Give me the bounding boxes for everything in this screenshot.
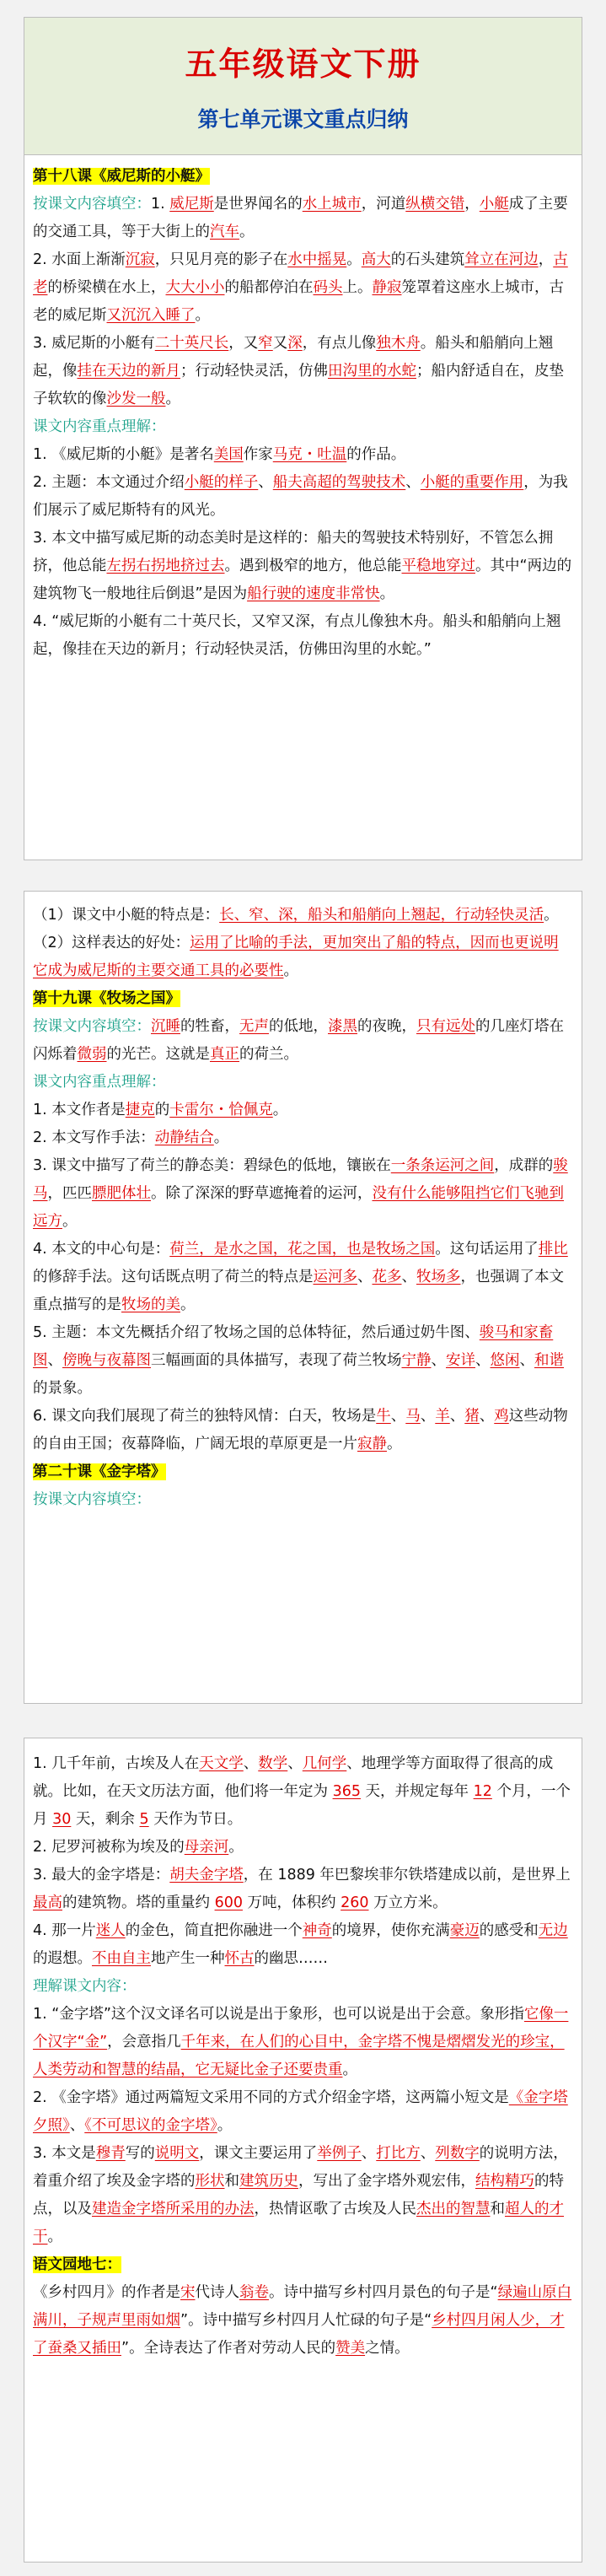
answer-text: 600 (214, 1894, 243, 1911)
answer-text: 左拐右拐地挤过去 (106, 558, 225, 574)
text-run: 。 (195, 307, 210, 324)
text-run: 、 (431, 1352, 446, 1369)
text-run: 三幅画面的具体描写，表现了荷兰牧场 (151, 1352, 402, 1369)
paragraph (33, 2140, 573, 2251)
answer-text: 田沟里的水蛇 (328, 363, 416, 380)
answer-text: 30 (52, 1811, 72, 1828)
card-1-content (33, 163, 573, 664)
text-run: ，课文主要运用了 (199, 2145, 318, 2162)
text-run: 。诗中描写乡村四月景色的句子是“ (269, 2284, 498, 2301)
answer-text: 结构精巧 (475, 2173, 534, 2190)
section-heading: 第十八课《威尼斯的小艇》 (33, 168, 210, 185)
answer-text: 漆黑 (328, 1018, 357, 1035)
paragraph (33, 1486, 573, 1514)
text-run: ，也强调了本文重点描写的是 (33, 1269, 564, 1313)
answer-text: 大大小小 (165, 279, 225, 296)
answer-text: 无声 (239, 1018, 269, 1035)
answer-text: 码头 (313, 279, 343, 296)
answer-text: 羊 (435, 1408, 450, 1425)
answer-text: 形状 (195, 2173, 225, 2190)
answer-text: 5 (139, 1811, 149, 1828)
text-run: 、 (449, 1408, 465, 1425)
text-run: 和 (224, 2173, 239, 2190)
text-run: 地产生一种 (151, 1950, 225, 1967)
text-run: 1. 本文作者是 (33, 1102, 126, 1118)
text-run: 。 (544, 907, 559, 924)
text-run: ，会意指几 (107, 2034, 181, 2051)
text-run: 2. 水面上渐渐 (33, 251, 126, 268)
text-run: 3. 课文中描写了荷兰的静态美：碧绿色的低地，镶嵌在 (33, 1157, 391, 1174)
answer-text: 运用了比喻的手法，更加突出了船的特点，因而也更说明它成为威尼斯的主要交通工具的必要性 (33, 935, 559, 979)
answer-text: 猪 (464, 1408, 480, 1425)
answer-text: 说明文 (154, 2145, 200, 2162)
title-banner (24, 18, 582, 155)
text-run: 的低地， (269, 1018, 328, 1035)
text-run: 。遇到极窄的地方，他总能 (224, 558, 402, 574)
answer-text: 没有什么能够阻挡它们飞驰到远方 (33, 1185, 564, 1230)
answer-text: 胡夫金字塔 (169, 1867, 244, 1883)
answer-text: 举例子 (317, 2145, 362, 2162)
text-run: 的境界，使你充满 (331, 1922, 450, 1939)
text-run: 。 (165, 391, 180, 407)
paragraph (33, 246, 573, 330)
text-run: ，在 1889 年巴黎埃菲尔铁塔建成以前，是世界上 (243, 1867, 571, 1883)
answer-text: 捷克 (125, 1102, 155, 1118)
answer-text: 悠闲 (490, 1352, 520, 1369)
answer-text: 荷兰，是水之国，花之国，也是牧场之国 (169, 1241, 436, 1258)
answer-text: 牧场多 (416, 1269, 461, 1285)
answer-text: 穆青 (95, 2145, 126, 2162)
text-run: 、 (519, 1352, 534, 1369)
text-run: 、 (401, 1269, 416, 1285)
text-run: ；船内舒适自在，皮垫子软软的像 (33, 363, 564, 407)
subsection-label: 按课文内容填空： (33, 1018, 151, 1035)
text-run: 2. 尼罗河被称为埃及的 (33, 1839, 185, 1856)
answer-text: 无边 (538, 1922, 568, 1939)
text-run: 4. 本文的中心句是： (33, 1241, 170, 1258)
section-heading: 第十九课《牧场之国》 (33, 990, 180, 1007)
text-run: 、 (361, 2145, 377, 2162)
answer-text: 排比 (538, 1241, 568, 1258)
answer-text: 窄 (258, 335, 273, 352)
text-run: 1. “金字塔”这个汉文译名可以说是出于象形，也可以说是出于会意。象形指 (33, 2006, 524, 2023)
answer-text: 长、窄、深，船头和船艄向上翘起，行动轻快灵活 (219, 907, 544, 924)
text-run: ，成群的 (494, 1157, 554, 1174)
text-run: 、 (390, 1408, 406, 1425)
text-run: 是世界闻名的 (213, 196, 303, 213)
text-run: 的景象。 (33, 1380, 92, 1397)
paragraph (33, 2251, 573, 2279)
text-run: 。 (283, 962, 298, 979)
text-run: 天，并规定每年 (360, 1783, 474, 1800)
answer-text: 挂在天边的新月 (77, 363, 180, 380)
answer-text: 数学 (258, 1755, 288, 1772)
answer-text: 船行驶的速度非常快 (247, 585, 380, 602)
text-run: 的建筑物。塔的重量约 (62, 1894, 215, 1911)
text-run: 作家 (243, 446, 273, 463)
answer-text: 膘肥体壮 (92, 1185, 151, 1202)
answer-text: 纵横交错 (405, 196, 465, 213)
answer-text: 高大 (361, 251, 391, 268)
answer-text: 水上城市 (302, 196, 362, 213)
paragraph (33, 930, 573, 985)
paragraph (33, 1097, 573, 1124)
summary-card-1 (24, 17, 582, 860)
answer-text: 赞美 (335, 2340, 366, 2357)
paragraph (33, 413, 573, 441)
paragraph (33, 2084, 573, 2140)
paragraph (33, 1152, 573, 1236)
answer-text: 几何学 (302, 1755, 347, 1772)
subsection-label: 按课文内容填空： (33, 196, 151, 213)
paragraph (33, 985, 573, 1013)
answer-text: 骏马 (33, 1157, 568, 1202)
answer-text: 神奇 (302, 1922, 332, 1939)
paragraph (33, 902, 573, 930)
text-run: 、 (287, 1755, 303, 1772)
answer-text: 平稳地穿过 (401, 558, 475, 574)
text-run: 6. 课文向我们展现了荷兰的独特风情：白天，牧场是 (33, 1408, 377, 1425)
answer-text: 最高 (33, 1894, 62, 1911)
text-run: 万吨，体积约 (242, 1894, 341, 1911)
text-run: 2. 本文写作手法： (33, 1129, 155, 1146)
answer-text: 迷人 (95, 1922, 126, 1939)
text-run: 的 (154, 1102, 170, 1118)
answer-text: 宁静 (401, 1352, 432, 1369)
section-heading: 语文园地七： (33, 2256, 121, 2273)
answer-text: 乡村四月闲人少，才了蚕桑又插田 (33, 2312, 565, 2357)
text-run: 3. 本文是 (33, 2145, 96, 2162)
text-run: 3. 最大的金字塔是： (33, 1867, 170, 1883)
answer-text: 小艇的样子 (184, 474, 259, 491)
text-run: 的修辞手法。这句话既点明了荷兰的特点是 (33, 1269, 314, 1285)
text-run: 天作为节日。 (148, 1811, 243, 1828)
answer-text: 天文学 (199, 1755, 244, 1772)
answer-text: 又沉沉入睡了 (106, 307, 196, 324)
answer-text: 古老 (33, 251, 568, 296)
answer-text: 傍晚与夜幕图 (62, 1352, 151, 1369)
text-run: 2. 《金字塔》通过两篇短文采用不同的方式介绍金字塔，这两篇小短文是 (33, 2089, 509, 2106)
answer-text: 一条条运河之间 (390, 1157, 495, 1174)
paragraph (33, 608, 573, 664)
answer-text: 鸡 (494, 1408, 509, 1425)
page-title: 五年级语文下册 (185, 46, 421, 83)
answer-text: 动静结合 (154, 1129, 214, 1146)
answer-text: 安详 (446, 1352, 475, 1369)
text-run: 的遐想。 (33, 1950, 92, 1967)
paragraph (33, 1403, 573, 1458)
text-run: 成了主要的交通工具，等于大街上的 (33, 196, 568, 240)
text-run: ，匹匹 (47, 1185, 92, 1202)
text-run: ”。全诗表达了作者对劳动人民的 (121, 2340, 336, 2357)
paragraph (33, 1013, 573, 1069)
text-run: 。船头和船艄向上翘起，像 (33, 335, 554, 380)
answer-text: 二十英尺长 (154, 335, 229, 352)
text-run: 、 (258, 474, 273, 491)
text-run: 《乡村四月》的作者是 (33, 2284, 180, 2301)
answer-text: 耸立在河边 (464, 251, 539, 268)
paragraph (33, 1834, 573, 1862)
answer-text: 运河多 (313, 1269, 357, 1285)
summary-card-3 (24, 1738, 582, 2563)
text-run: 。 (346, 251, 362, 268)
answer-text: 船夫高超的驾驶技术 (272, 474, 406, 491)
card-2-content (33, 902, 573, 1514)
text-run: 3. 本文中描写威尼斯的动态美时是这样的：船夫的驾驶技术特别好，不管怎么拥挤，他总能 (33, 530, 554, 574)
answer-text: 《不可思议的金字塔》 (84, 2117, 217, 2134)
answer-text: 花多 (372, 1269, 402, 1285)
text-run: 天，剩余 (71, 1811, 140, 1828)
text-run: ，河道 (361, 196, 406, 213)
paragraph (33, 1319, 573, 1403)
text-run: 。除了深深的野草遮掩着的运河， (151, 1185, 373, 1202)
text-run: 。 (213, 1129, 229, 1146)
section-heading: 第二十课《金字塔》 (33, 1463, 166, 1480)
answer-text: 水中摇晃 (287, 251, 347, 268)
paragraph (33, 2279, 573, 2363)
answer-text: 马克・吐温 (272, 446, 347, 463)
answer-text: 马 (405, 1408, 421, 1425)
text-run: 、 (479, 1408, 495, 1425)
text-run: 。 (342, 2061, 357, 2078)
paragraph (33, 1862, 573, 1917)
paragraph (33, 330, 573, 413)
text-run: 。其中“两边的建筑物飞一般地往后倒退”是因为 (33, 558, 572, 602)
text-run: 1. (151, 196, 170, 213)
paragraph (33, 163, 573, 191)
answer-text: 超人的才干 (33, 2201, 564, 2245)
paragraph (33, 1458, 573, 1486)
text-run: ，有点儿像 (302, 335, 377, 352)
answer-text: 小艇 (479, 196, 509, 213)
answer-text: 静寂 (372, 279, 402, 296)
paragraph (33, 525, 573, 608)
paragraph (33, 191, 573, 246)
paragraph (33, 1069, 573, 1097)
text-run: 的夜晚， (357, 1018, 416, 1035)
text-run: 。 (228, 1839, 244, 1856)
answer-text: 牧场的美 (121, 1296, 180, 1313)
text-run: （2）这样表达的好处： (33, 935, 190, 951)
text-run: 。 (217, 2117, 233, 2134)
text-run: ，只见月亮的影子在 (154, 251, 288, 268)
answer-text: 威尼斯 (169, 196, 214, 213)
text-run: 1. 几千年前，古埃及人在 (33, 1755, 200, 1772)
text-run: 的荷兰。 (239, 1046, 298, 1063)
answer-text: 宋 (180, 2284, 196, 2301)
text-run: 。 (239, 224, 255, 240)
text-run: 、 (420, 2145, 436, 2162)
answer-text: 12 (473, 1783, 492, 1800)
answer-text: 沉睡 (151, 1018, 180, 1035)
text-run: 的金色，简直把你融进一个 (125, 1922, 303, 1939)
text-run: 笼罩着这座水上城市，古老的威尼斯 (33, 279, 564, 324)
answer-text: 独木舟 (376, 335, 421, 352)
answer-text: 翁卷 (239, 2284, 269, 2301)
text-run: 的说明方法，着重介绍了埃及金字塔的 (33, 2145, 568, 2190)
answer-text: 深 (287, 335, 303, 352)
answer-text: 沙发一般 (106, 391, 166, 407)
text-run: 万立方米。 (368, 1894, 448, 1911)
answer-text: 卡雷尔・恰佩克 (169, 1102, 273, 1118)
subsection-label: 课文内容重点理解： (33, 418, 166, 435)
text-run: 的作品。 (346, 446, 406, 463)
text-run: ，又 (228, 335, 259, 352)
answer-text: 牛 (376, 1408, 391, 1425)
text-run: 个月，一个月 (33, 1783, 571, 1828)
text-run: 、 (405, 474, 421, 491)
text-run: 。 (47, 2228, 62, 2245)
text-run: 。 (180, 1296, 196, 1313)
text-run: 的船都停泊在 (224, 279, 314, 296)
answer-text: 美国 (213, 446, 244, 463)
answer-text: 《金字塔夕照》 (33, 2089, 568, 2134)
paragraph (33, 469, 573, 525)
text-run: 和 (490, 2201, 505, 2218)
text-run: 的感受和 (479, 1922, 539, 1939)
subsection-label: 课文内容重点理解： (33, 1074, 166, 1091)
text-run: 。 (272, 1102, 288, 1118)
answer-text: 真正 (210, 1046, 239, 1063)
text-run: 、 (357, 1269, 373, 1285)
text-run: 上。 (342, 279, 373, 296)
text-run: 、 (420, 1408, 436, 1425)
answer-text: 只有远处 (416, 1018, 475, 1035)
text-run: 、 (243, 1755, 259, 1772)
text-run: 、 (475, 1352, 491, 1369)
text-run: 的几座灯塔在闪烁着 (33, 1018, 564, 1063)
answer-text: 绿遍山原白满川，子规声里雨如烟 (33, 2284, 572, 2329)
text-run: 的特点，以及 (33, 2173, 564, 2218)
text-run: （1）课文中小艇的特点是： (33, 907, 220, 924)
answer-text: 怀古 (224, 1950, 255, 1967)
text-run: 这些动物的自由王国；夜幕降临，广阔无垠的草原更是一片 (33, 1408, 568, 1452)
answer-text: 小艇的重要作用 (420, 474, 524, 491)
paragraph (33, 1236, 573, 1319)
answer-text: 和谐 (534, 1352, 564, 1369)
text-run: 的石头建筑 (390, 251, 465, 268)
answer-text: 它像一个汉字“金” (33, 2006, 569, 2051)
text-run: 2. 主题：本文通过介绍 (33, 474, 185, 491)
text-run: ”。诗中描写乡村四月人忙碌的句子是“ (180, 2312, 432, 2329)
subsection-label: 按课文内容填空： (33, 1491, 151, 1508)
answer-text: 微弱 (77, 1046, 107, 1063)
answer-text: 365 (332, 1783, 361, 1800)
subsection-label: 理解课文内容： (33, 1978, 137, 1995)
text-run: 之情。 (365, 2340, 410, 2357)
text-run: 写的 (125, 2145, 155, 2162)
text-run: 、 (47, 1352, 62, 1369)
text-run: 5. 主题：本文先概括介绍了牧场之国的总体特征，然后通过奶牛图、 (33, 1324, 480, 1341)
text-run: 、地理学等方面取得了很高的成就。比如，在天文历法方面，他们将一年定为 (33, 1755, 554, 1800)
text-run: 又 (272, 335, 288, 352)
text-run: ，热情讴歌了古埃及人民 (254, 2201, 416, 2218)
paragraph (33, 1917, 573, 1973)
answer-text: 千年来，在人们的心目中，金字塔不愧是熠熠发光的珍宝，人类劳动和智慧的结晶，它无疑比金子还要贵重 (33, 2034, 565, 2078)
answer-text: 骏马和家畜图 (33, 1324, 554, 1369)
text-run: 、 (69, 2117, 85, 2134)
answer-text: 寂静 (357, 1436, 387, 1452)
text-run: 。 (387, 1436, 402, 1452)
paragraph (33, 1750, 573, 1834)
text-run: 代诗人 (195, 2284, 239, 2301)
answer-text: 沉寂 (125, 251, 155, 268)
paragraph (33, 1124, 573, 1152)
text-run: ， (538, 251, 554, 268)
text-run: 的光芒。这就是 (106, 1046, 210, 1063)
paragraph (33, 441, 573, 469)
answer-text: 杰出的智慧 (416, 2201, 491, 2218)
page-subtitle: 第七单元课文重点归纳 (197, 107, 409, 132)
answer-text: 打比方 (376, 2145, 421, 2162)
text-run: ，为我们展示了威尼斯特有的风光。 (33, 474, 568, 519)
text-run: 。这句话运用了 (435, 1241, 539, 1258)
paragraph (33, 1973, 573, 2001)
paragraph (33, 2001, 573, 2084)
answer-text: 建造金字塔所采用的办法 (92, 2201, 255, 2218)
text-run: ，写出了金字塔外观宏伟， (298, 2173, 475, 2190)
text-run: 的幽思…… (254, 1950, 328, 1967)
text-run: 的牲畜， (180, 1018, 239, 1035)
card-3-content (33, 1750, 573, 2363)
text-run: 。 (62, 1213, 78, 1230)
text-run: 。 (379, 585, 395, 602)
answer-text: 母亲河 (184, 1839, 229, 1856)
summary-card-2 (24, 891, 582, 1704)
answer-text: 260 (341, 1894, 369, 1911)
text-run: 1. 《威尼斯的小艇》是著名 (33, 446, 214, 463)
answer-text: 建筑历史 (239, 2173, 298, 2190)
answer-text: 列数字 (435, 2145, 480, 2162)
text-run: ， (464, 196, 480, 213)
answer-text: 汽车 (210, 224, 239, 240)
answer-text: 不由自主 (92, 1950, 151, 1967)
answer-text: 豪迈 (449, 1922, 480, 1939)
text-run: 的桥梁横在水上， (47, 279, 166, 296)
text-run: 3. 威尼斯的小艇有 (33, 335, 155, 352)
text-run: 4. “威尼斯的小艇有二十英尺长，又窄又深，有点儿像独木舟。船头和船艄向上翘起，像挂在天边的新月；行动轻快灵活，仿佛田沟里的水蛇。” (33, 613, 561, 658)
text-run: ；行动轻快灵活，仿佛 (180, 363, 328, 380)
text-run: 4. 那一片 (33, 1922, 96, 1939)
